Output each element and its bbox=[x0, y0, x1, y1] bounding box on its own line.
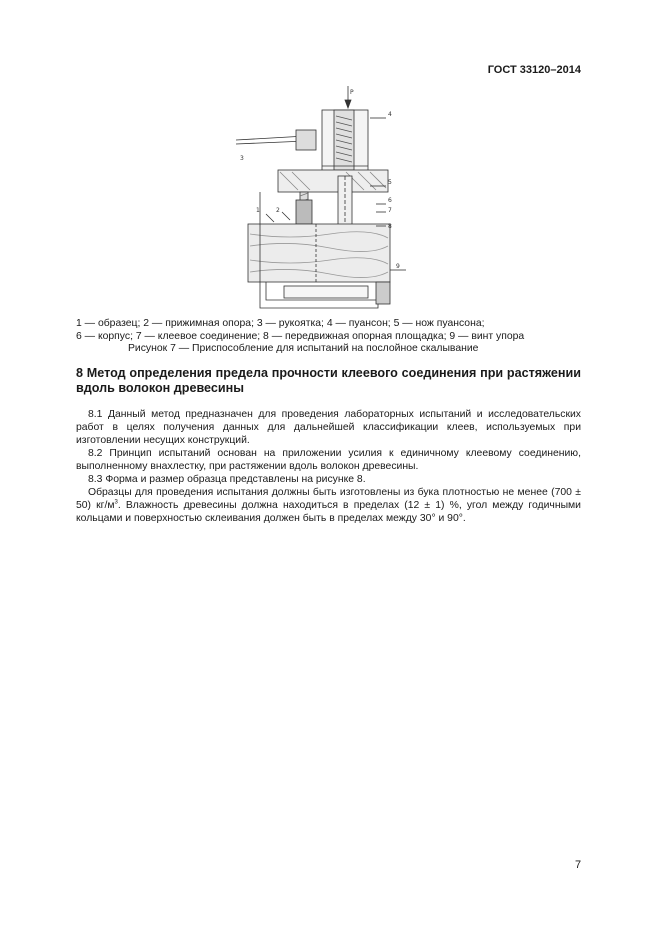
paragraph-text: 8.2 Принцип испытаний основан на приложении усилия к единичному клеевому соединению, выполненному внахлестку, при растяжении вдоль волокон древесины. bbox=[76, 448, 581, 472]
paragraph-text: Образцы для проведения испытания должны быть изготовлены из бука плотностью не менее (700 ± 50) кг/м bbox=[76, 487, 581, 511]
paragraph-text: . Влажность древесины должна находиться в пределах (12 ± 1) %, угол между годичными кольцами и поверхностью склеивания должен быть в пределах между 30° и 90°. bbox=[76, 500, 581, 524]
label-4: 4 bbox=[388, 111, 392, 118]
stop-screw bbox=[376, 282, 390, 304]
section-heading: 8 Метод определения предела прочности клеевого соединения при растяжении вдоль волокон древесины bbox=[76, 366, 581, 395]
paragraph-8-3 bbox=[76, 473, 581, 486]
paragraph-8-2 bbox=[76, 447, 581, 473]
paragraph-8-1 bbox=[76, 408, 581, 447]
page-number: 7 bbox=[575, 859, 582, 871]
superscript: 3 bbox=[114, 499, 118, 506]
movable-platform bbox=[284, 286, 368, 298]
legend-line: 1 — образец; 2 — прижимная опора; 3 — рукоятка; 4 — пуансон; 5 — нож пуансона; bbox=[76, 318, 485, 329]
document-standard-header: ГОСТ 33120–2014 bbox=[487, 64, 581, 76]
handle-hub bbox=[296, 130, 316, 150]
label-8: 8 bbox=[388, 223, 392, 230]
paragraph-text: 8.3 Форма и размер образца представлены на рисунке 8. bbox=[88, 474, 366, 485]
label-9: 9 bbox=[396, 263, 400, 270]
figure-caption: Рисунок 7 — Приспособление для испытаний на послойное скалывание bbox=[128, 343, 479, 354]
legend-line: 6 — корпус; 7 — клеевое соединение; 8 — передвижная опорная площадка; 9 — винт упора bbox=[76, 331, 525, 342]
figure-legend bbox=[76, 317, 581, 343]
handle-rod bbox=[236, 136, 306, 140]
label-force: P bbox=[350, 89, 354, 96]
paragraph-specimen-requirements bbox=[76, 486, 581, 525]
label-5: 5 bbox=[388, 179, 392, 186]
label-7: 7 bbox=[388, 207, 392, 214]
clamp-support bbox=[296, 200, 312, 224]
paragraph-text: 8.1 Данный метод предназначен для проведения лабораторных испытаний и исследовательских работ в целях получения данных для дальнейшей классификации клеев, используемых при изготовлении несущих конструкций. bbox=[76, 409, 581, 446]
fixture-drawing bbox=[226, 86, 412, 316]
label-3: 3 bbox=[240, 155, 244, 162]
label-6: 6 bbox=[388, 197, 392, 204]
label-2: 2 bbox=[276, 207, 280, 214]
figure-shear-fixture-drawing bbox=[226, 86, 412, 316]
label-1: 1 bbox=[256, 207, 260, 214]
section-body bbox=[76, 408, 581, 525]
force-arrow-head bbox=[345, 100, 351, 108]
